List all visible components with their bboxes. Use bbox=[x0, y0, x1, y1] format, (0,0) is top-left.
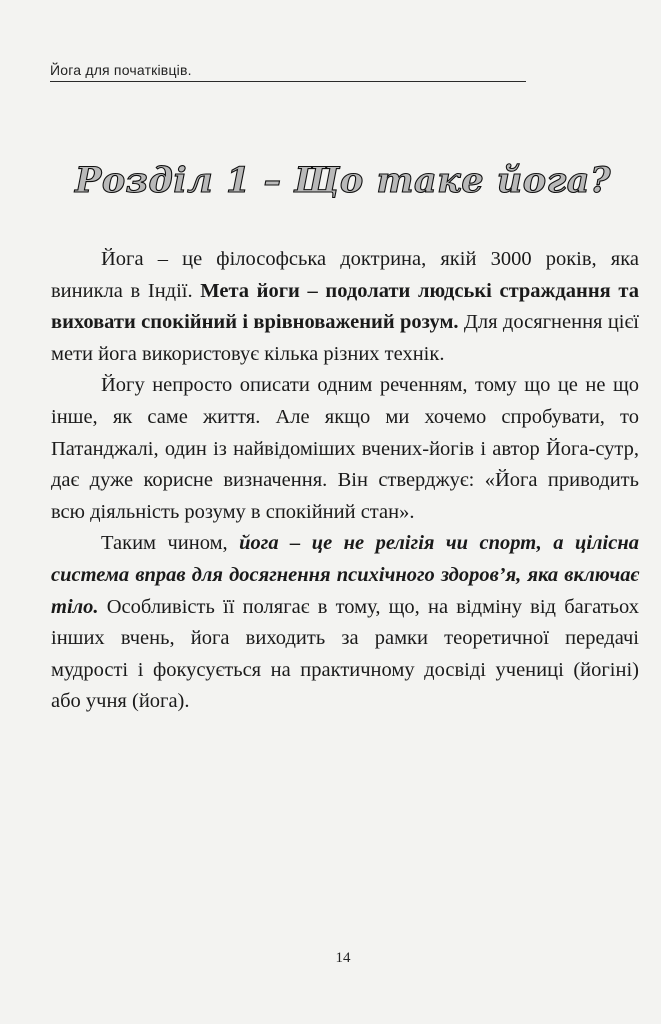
running-header: Йога для початківців. bbox=[50, 62, 192, 78]
text-segment: Особливість її полягає в тому, що, на відміну від багатьох інших вчень, йога виходить за рамки теоретичної передачі мудрості і фокусується на практичному досвіді учениці (йогіні) або учня (йога). bbox=[51, 595, 639, 713]
chapter-title: Розділ 1 – Що таке йога? bbox=[75, 160, 611, 201]
paragraph-1 bbox=[51, 244, 639, 370]
paragraph-2 bbox=[51, 370, 639, 528]
text-segment: Для досягнення цієї мети йога використовує кілька різних технік. bbox=[51, 311, 639, 365]
paragraph-3 bbox=[51, 528, 639, 718]
header-rule bbox=[50, 81, 526, 82]
text-segment: Йога – це філософська доктрина, якій 3000 років, яка виникла в Індії. bbox=[51, 248, 639, 302]
bold-italic-segment: йога – це не релігія чи спорт, а цілісна система вправ для досягнення психічного здоров’я, яка включає тіло. bbox=[51, 532, 639, 618]
page-number: 14 bbox=[335, 950, 351, 966]
text-segment: Таким чином, bbox=[101, 532, 240, 555]
bold-segment: Мета йоги – подолати людські страждання та виховати спокійний і врівноважений розум. bbox=[51, 279, 639, 334]
body-text bbox=[51, 244, 639, 718]
text-segment: Йогу непросто описати одним реченням, тому що це не що інше, як саме життя. Але якщо ми хочемо спробувати, то Патанджалі, один із найвідоміших вчених-йогів і автор Йога-сутр, дає дуже корисне визначення. Він стверджує: «Йога приводить всю діяльність розуму в спокійний стан». bbox=[51, 374, 639, 523]
